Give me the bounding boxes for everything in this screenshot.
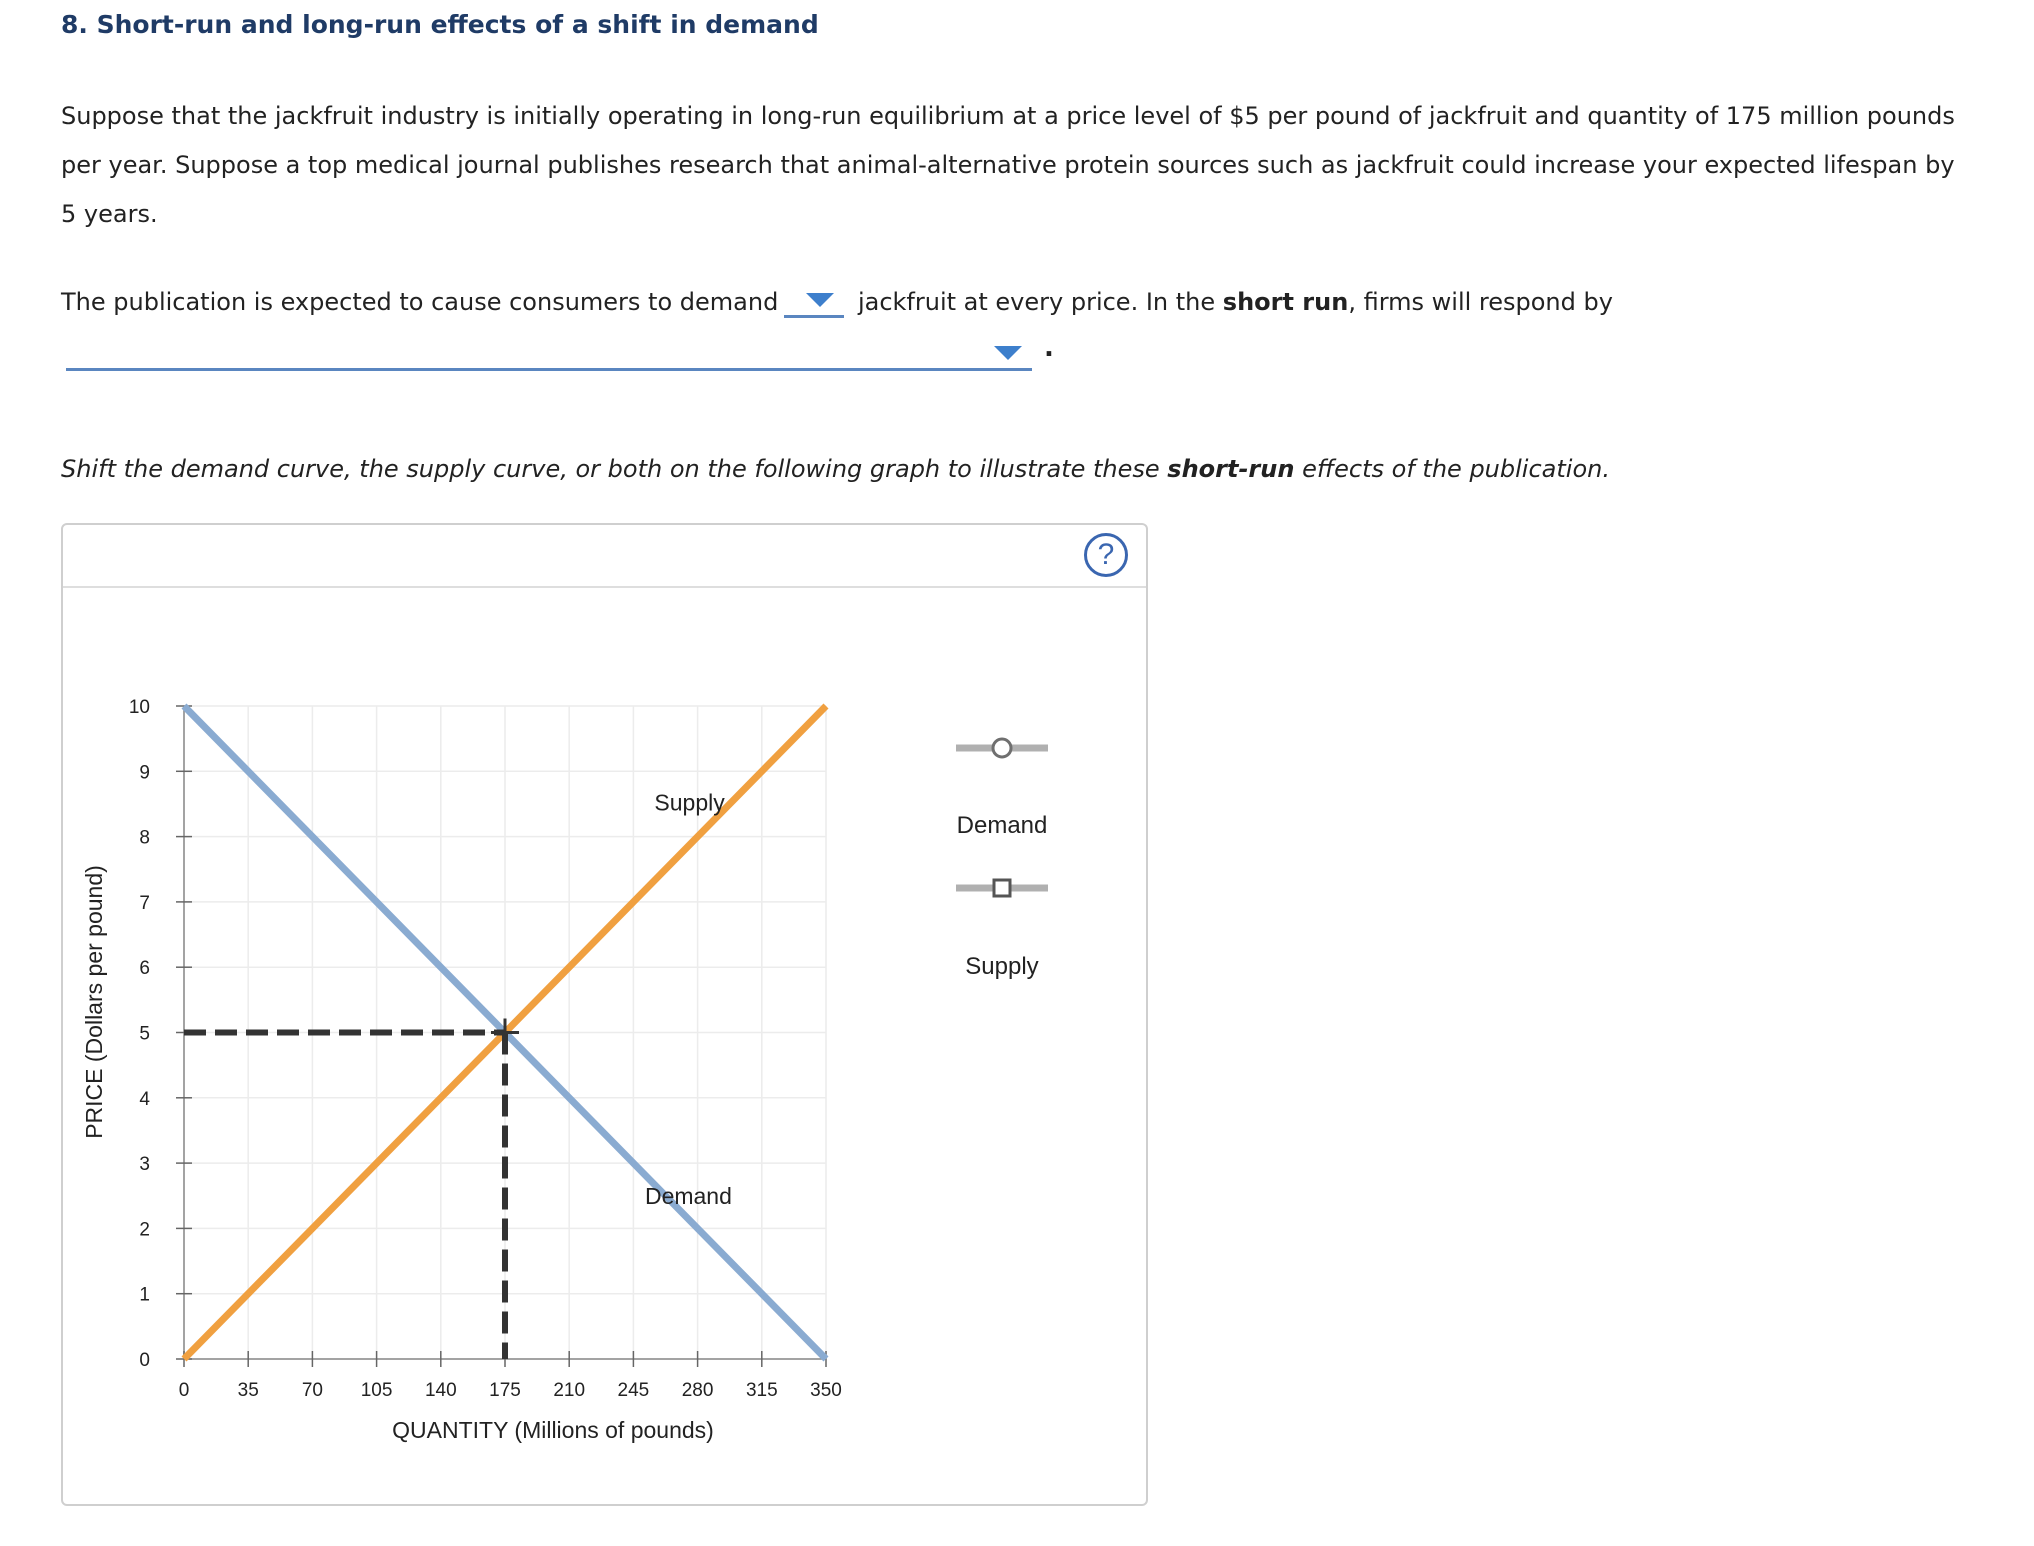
x-tick-label: 105 — [360, 1380, 393, 1401]
x-tick-label: 245 — [617, 1380, 650, 1401]
y-tick-label: 6 — [139, 958, 150, 980]
y-tick-label: 4 — [139, 1088, 150, 1110]
x-tick-label: 350 — [810, 1380, 842, 1401]
y-tick-label: 3 — [139, 1154, 150, 1176]
x-tick-label: 315 — [745, 1380, 778, 1401]
question-part1: The publication is expected to cause consumers to demand — [61, 288, 779, 316]
intro-paragraph: Suppose that the jackfruit industry is initially operating in long-run equilibrium at a price level of $5 per pound of jackfruit and quantity of 175 million pounds per year. Suppose a top medical journal publishes research that animal-alternative protein sources such as jackfruit could increase your expected lifespan by 5 years. — [61, 102, 1955, 228]
y-axis-title: PRICE (Dollars per pound) — [81, 865, 107, 1139]
y-tick-label: 5 — [139, 1023, 150, 1045]
x-tick-label: 0 — [178, 1380, 190, 1401]
legend-demand-tool[interactable] — [956, 739, 1048, 757]
x-tick-label: 70 — [301, 1380, 323, 1401]
legend-supply-tool[interactable] — [956, 880, 1048, 896]
sentence-end-period: . — [1044, 333, 1054, 363]
question-part2: jackfruit at every price. In the — [857, 288, 1216, 316]
y-tick-label: 8 — [139, 827, 150, 849]
y-tick-label: 1 — [139, 1284, 150, 1306]
x-tick-label: 35 — [237, 1380, 259, 1401]
legend-demand-label: Demand — [956, 812, 1048, 839]
x-tick-label: 175 — [489, 1380, 521, 1401]
x-tick-label: 280 — [681, 1380, 714, 1401]
x-tick-label: 140 — [424, 1380, 457, 1401]
instruction-after: effects of the publication. — [1302, 455, 1610, 483]
y-tick-label: 0 — [139, 1350, 150, 1371]
legend-supply-label: Supply — [965, 953, 1039, 980]
chart-labels — [645, 789, 732, 1208]
instruction-before: Shift the demand curve, the supply curve, or both on the following graph to illustrate these — [61, 455, 1160, 483]
y-tick-label: 2 — [139, 1219, 150, 1241]
help-icon[interactable]: ? — [1084, 533, 1128, 577]
y-tick-label: 9 — [139, 762, 150, 784]
x-tick-label: 210 — [553, 1380, 586, 1401]
instruction-bold: short-run — [1167, 455, 1295, 483]
demand-curve-label: Demand — [644, 1182, 732, 1209]
y-tick-label: 7 — [139, 892, 150, 914]
question-part3: , firms will respond by — [1348, 288, 1613, 316]
x-axis-title: QUANTITY (Millions of pounds) — [392, 1417, 714, 1443]
circle-handle-icon — [993, 739, 1011, 757]
y-tick-label: 10 — [128, 697, 150, 718]
supply-curve-label: Supply — [654, 789, 725, 816]
square-handle-icon — [994, 880, 1010, 896]
question-heading: 8. Short-run and long-run effects of a shift in demand — [61, 10, 819, 39]
question-bold-short-run: short run — [1222, 288, 1349, 316]
